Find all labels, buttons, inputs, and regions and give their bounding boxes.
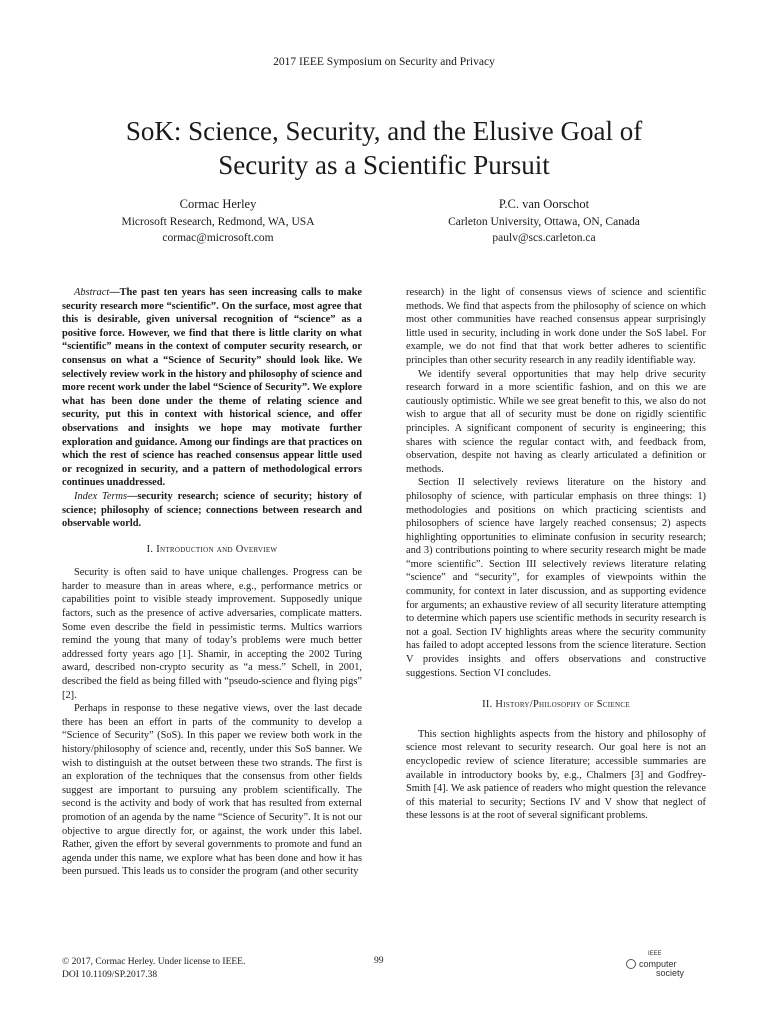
- paragraph: Section II selectively reviews literature on the history and philosophy of science, with particular emphasis on three things: 1) methodologies and positions on which practicing scientists and philosophers of science have largely reached consensus; 2) aspects highlighting opportunities to eliminate confusion in security research; and 3) contributions pointing to where security research might be made “more scientific”. Section III selectively reviews literature relating “science” and “security”, for examples of viewpoints within the community, for context in later discussion, and as supporting evidence for arguments; an exhaustive review of all security literature attempting to determine which papers use scientific methods in security research is not a goal. Section IV highlights areas where the security community has failed to adopt accepted lessons from the science literature. Section V provides insights and offers observations and constructive suggestions. Section VI concludes.: [406, 477, 706, 679]
- abstract: [62, 286, 362, 531]
- paragraph: We identify several opportunities that may help drive security research forward in a more scientific fashion, and on this we are cautiously optimistic. While we see great benefit to this, we also do not wish to argue that all of security must be done on rigidly scientific principles. A significant component of security is engineering; this shares with science the regular contact with, and feedback from, observation, despite not having as clearly articulated a definition or methods.: [406, 368, 706, 475]
- index-terms-text: —security research; science of security; history of science; philosophy of science; connections between research and observable world.: [62, 490, 363, 530]
- conference-header: 2017 IEEE Symposium on Security and Privacy: [273, 56, 495, 68]
- paragraph: Perhaps in response to these negative views, over the last decade there has been an effort in parts of the community to develop a “Science of Security” (SoS). In this paper we review both work in the history/philosophy of science and, recently, under this SoS banner. We wish to distinguish at the outset between these two strands. The first is an exploration of the techniques that the consensus from other fields suggest are important to pursuing any problem scientifically. The second is the activity and body of work that has resulted from external promotion of an agenda by the name “Science of Security”. It is not our objective to argue directly for, or against, the work under this label. Rather, given the effort by several governments to promote and fund an agenda under this name, we explore what has been done and how it has been pursued. This leads us to consider the program (and other security: [62, 703, 362, 878]
- author-name: P.C. van Oorschot: [498, 197, 590, 211]
- author-block-2: [394, 196, 694, 246]
- globe-icon: [626, 959, 636, 969]
- author-affiliation: Carleton University, Ottawa, ON, Canada: [448, 216, 640, 228]
- logo-ieee-text: IEEE: [648, 951, 662, 957]
- copyright-text: © 2017, Cormac Herley. Under license to IEEE.: [62, 957, 246, 967]
- right-column: [406, 286, 706, 823]
- title-line-2: Security as a Scientific Pursuit: [218, 150, 550, 180]
- abstract-text: —The past ten years has seen increasing calls to make security research more “scientific”. On the surface, most agree that this is desirable, given universal recognition of “science” as a positive force. However, we find that there is little clarity on what “scientific” means in the context of computer security research, or consensus on what a “Science of Security” should look like. We selectively review work in the history and philosophy of science and more recent work under the label “Science of Security”. We explore what has been done under the theme of relating science and security, put this in context with historical science, and offer observations and insights we hope may motivate further exploration and guidance. Among our findings are that practices on which the rest of science has reached consensus appear little used or recognized in security, and a pattern of methodological errors continues unaddressed.: [62, 287, 362, 489]
- computer-society-logo: [626, 950, 684, 978]
- author-email: paulv@scs.carleton.ca: [492, 232, 596, 244]
- paragraph: Security is often said to have unique challenges. Progress can be harder to measure than in areas where, e.g., performance metrics or capabilities point to visible steady improvement. Supposedly unique factors, such as the presence of active adversaries, complicate matters. Some even describe the field in pessimistic terms. Multics warriors remind the young that many of today’s problems were much better addressed forty years ago [1]. Shamir, in accepting the 2002 Turing award, described non-crypto security as “a mess.” Schell, in 2001, described the field as being filled with “pseudo-science and flying pigs” [2].: [62, 567, 362, 701]
- paper-title: [60, 114, 708, 182]
- index-terms-label: Index Terms: [74, 490, 128, 502]
- paragraph: This section highlights aspects from the history and philosophy of science most relevant to security research. Our goal here is not an encyclopedic review of science literature; accessible summaries are available in introductory books by, e.g., Chalmers [3] and Godfrey-Smith [4]. We ask patience of readers who might question the relevance of this material to security; Sections IV and V show that neglect of these lessons is at the root of several significant problems.: [406, 728, 706, 822]
- paragraph: research) in the light of consensus views of science and scientific methods. We find that aspects from the philosophy of science on which most other communities have reached consensus appear surprisingly little used in security, including in work done under the SoS label. For example, we do not find that that work better adheres to scientific principles than other security research in any readily identifiable way.: [406, 287, 706, 366]
- abstract-label: Abstract: [74, 287, 110, 298]
- section-heading: I. Introduction and Overview: [146, 543, 278, 555]
- author-affiliation: Microsoft Research, Redmond, WA, USA: [121, 216, 315, 228]
- logo-line-1: computer: [639, 958, 677, 969]
- doi-text: DOI 10.1109/SP.2017.38: [62, 970, 158, 980]
- footer-copyright: [62, 956, 245, 982]
- author-block-1: [68, 196, 368, 246]
- section-heading: II. History/Philosophy of Science: [482, 699, 630, 711]
- left-column: [62, 286, 362, 879]
- author-name: Cormac Herley: [179, 197, 257, 211]
- author-email: cormac@microsoft.com: [162, 232, 274, 244]
- page-number: 99: [374, 956, 384, 966]
- logo-line-2: society: [656, 968, 685, 978]
- title-line-1: SoK: Science, Security, and the Elusive Goal of: [125, 116, 643, 146]
